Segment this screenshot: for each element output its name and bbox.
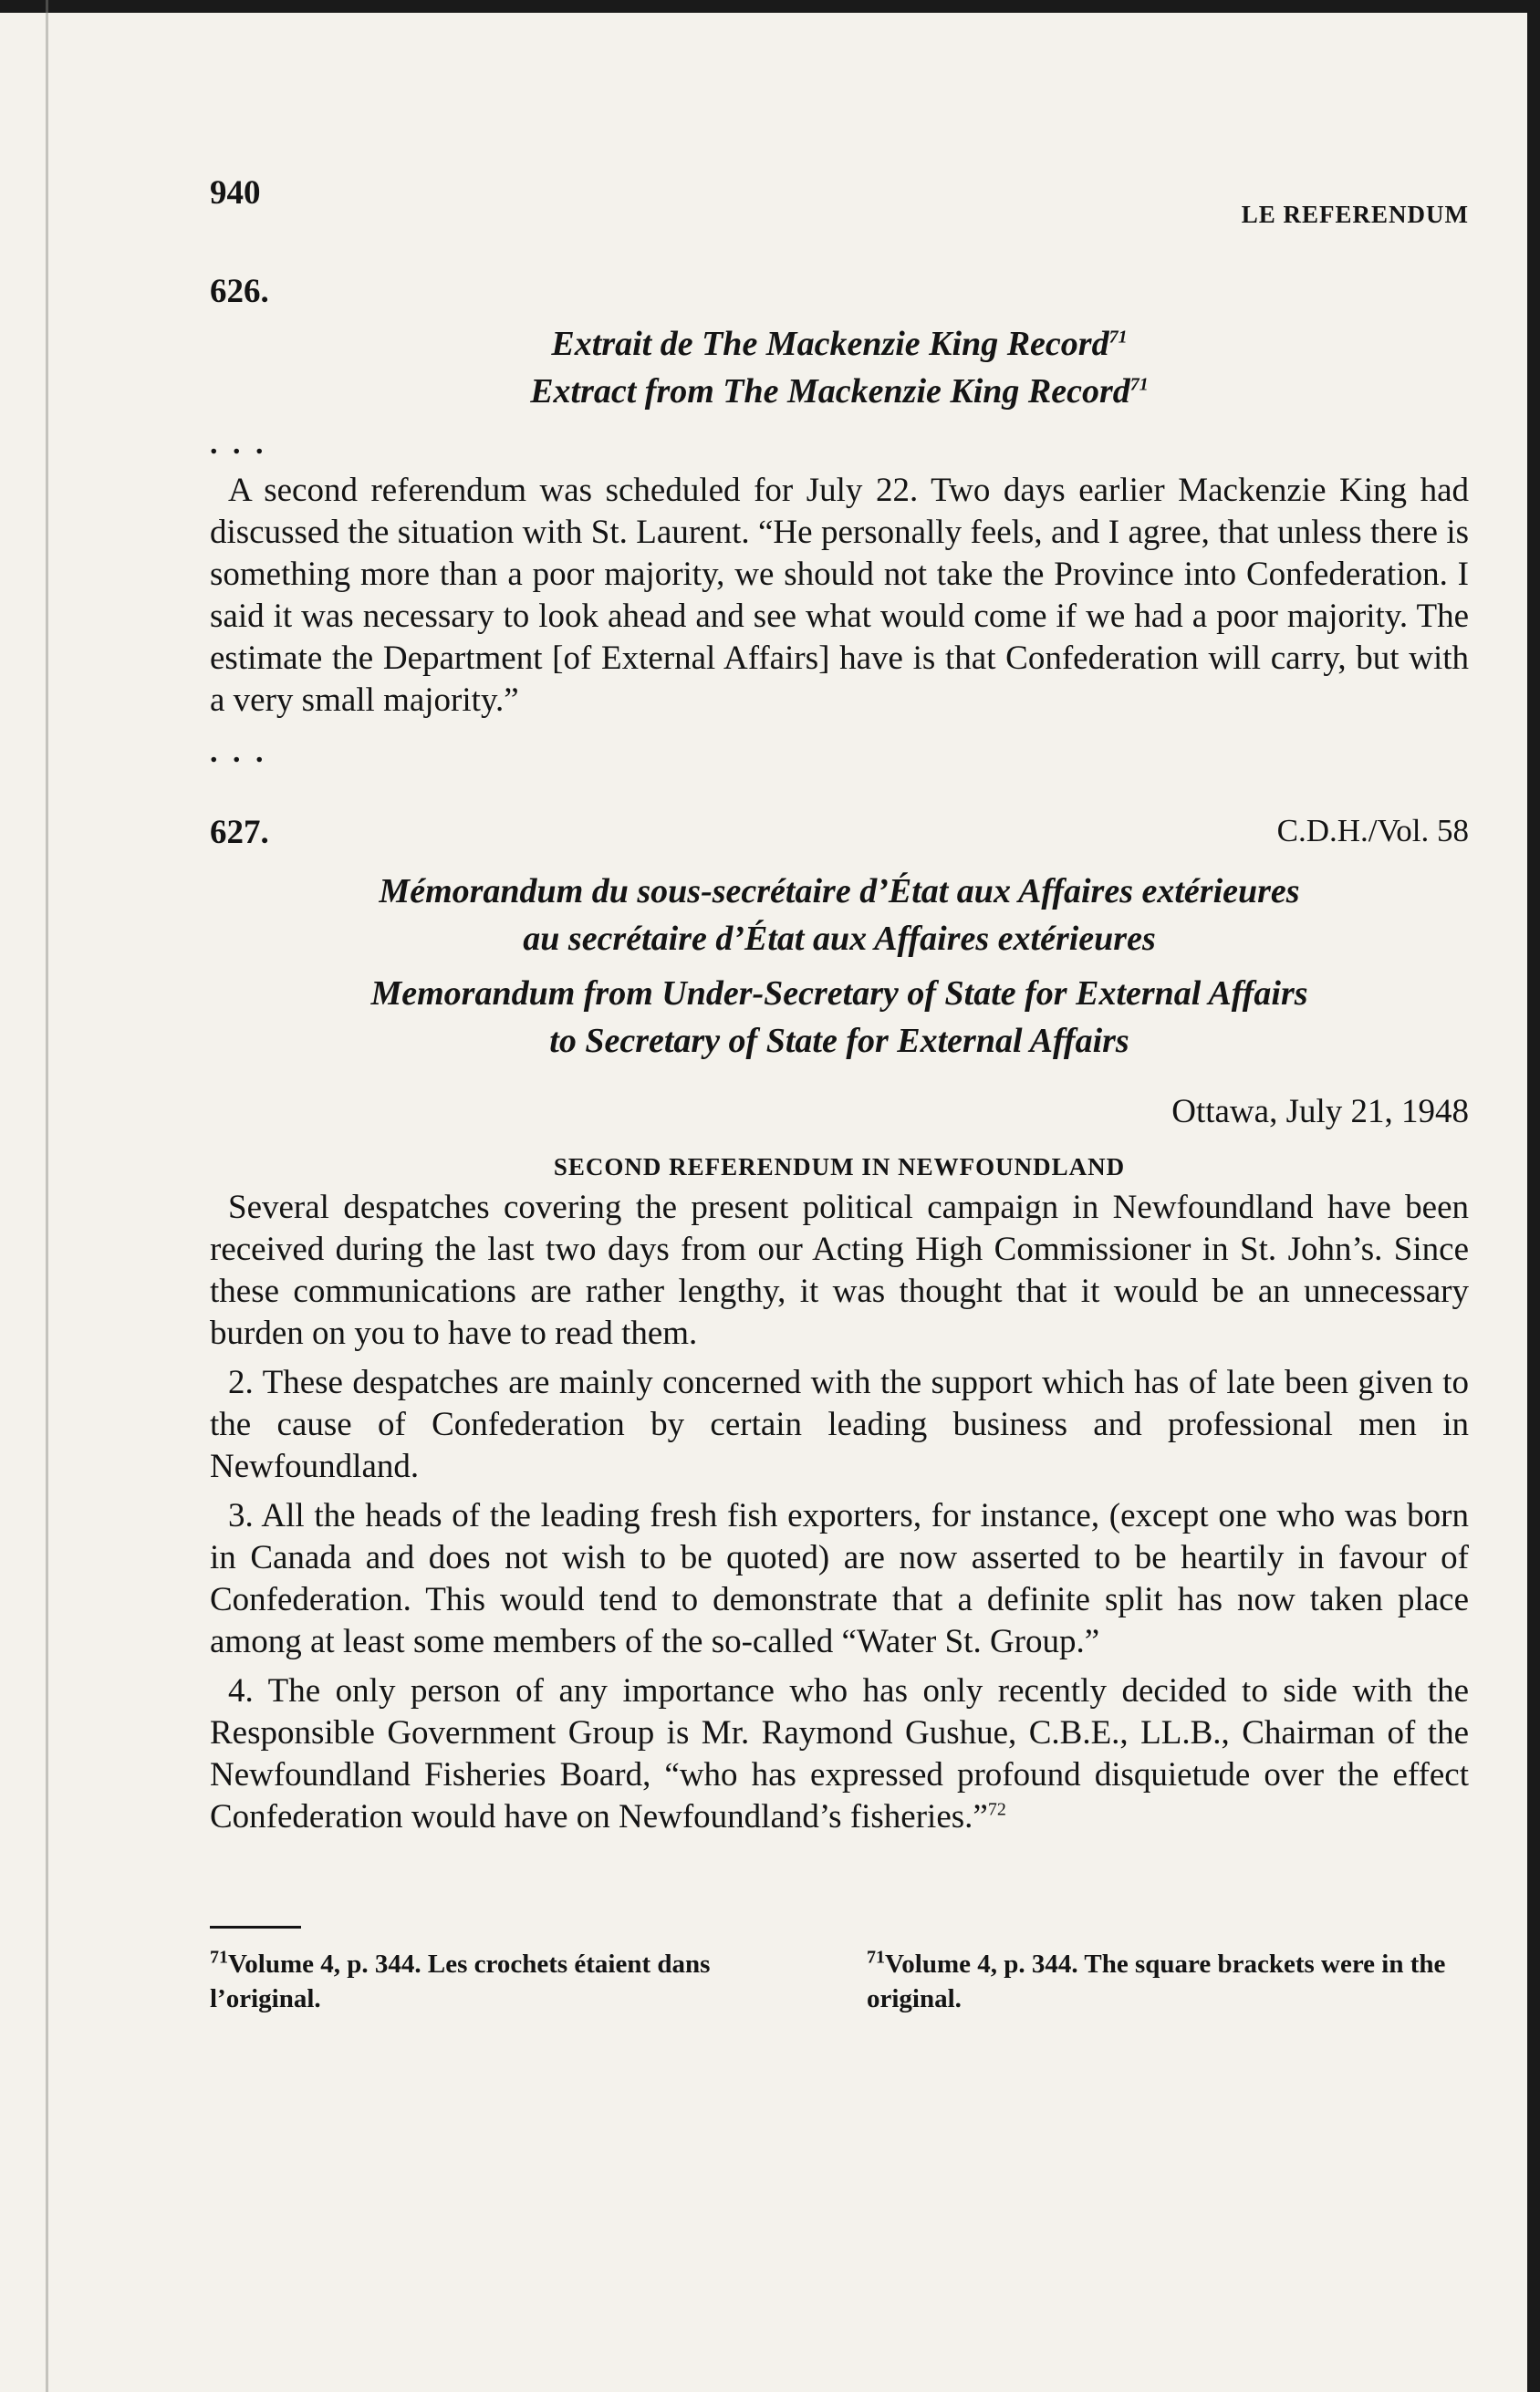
document-number: 626.: [210, 273, 269, 310]
scan-right-border: [1527, 0, 1540, 2392]
document-number: 627.: [210, 814, 269, 851]
paragraph: 4. The only person of any importance who has only recently decided to side with the Responsible Government Group is Mr. Raymond Gushue, C.B.E., LL.B., Chairman of the Newfoundland Fisheries Board, “who has expressed profound disquietude over the effect Confederation would have on Newfoundland’s fisheries.”$^{72}$: [210, 1672, 1469, 1836]
footnote-english: $^{71}$Volume 4, p. 344. The square brackets were in the original.: [867, 1947, 1446, 2013]
title-english-line: Memorandum from Under-Secretary of State for External Affairs: [370, 974, 1308, 1013]
document-627: [210, 813, 1469, 1838]
paragraph: 2. These despatches are mainly concerned with the support which has of late been given to the cause of Confederation by certain leading business and professional men in Newfoundland.: [210, 1364, 1469, 1485]
paragraph: Several despatches covering the present political campaign in Newfoundland have been received during the last two days from our Acting High Commissioner in St. John’s. Since these communications are rather lengthy, it was thought that it would be an unnecessary burden on you to have to read them.: [210, 1189, 1469, 1352]
footnote-ref: 71: [1129, 374, 1149, 395]
title-english: Extract from The Mackenzie King Record$^{71}$: [530, 372, 1149, 411]
page-number: 940: [210, 174, 261, 212]
dateline: Ottawa, July 21, 1948: [1171, 1093, 1469, 1130]
paragraph: A second referendum was scheduled for July 22. Two days earlier Mackenzie King had discussed the situation with St. Laurent. “He personally feels, and I agree, that unless there is something more than a poor majority, we should not take the Province into Confederation. I said it was necessary to look ahead and see what would come if we had a poor majority. The estimate the Department [of External Affairs] have is that Confederation will carry, but with a very small majority.”: [210, 472, 1469, 719]
scan-binding-edge: [46, 0, 48, 2392]
ellipsis: . . .: [210, 735, 267, 769]
title-french-line: Mémorandum du sous-secrétaire d’État aux Affaires extérieures: [379, 872, 1300, 910]
footnote-french: $^{71}$Volume 4, p. 344. Les crochets étaient dans l’original.: [210, 1947, 711, 2013]
document-heading: [210, 813, 1469, 868]
document-title: [210, 320, 1469, 415]
title-french-line: au secrétaire d’État aux Affaires extérieures: [523, 920, 1156, 958]
subject-heading: SECOND REFERENDUM IN NEWFOUNDLAND: [553, 1153, 1126, 1180]
scan-top-border: [0, 0, 1540, 13]
document-body: [210, 470, 1469, 722]
footnote-ref: 71: [1108, 327, 1128, 348]
document-page: [210, 173, 1469, 2016]
page-header: [210, 173, 1469, 228]
paragraph: 3. All the heads of the leading fresh fish exporters, for instance, (except one who was born in Canada and does not wish to be quoted) are now asserted to be heartily in favour of Confederation. This would tend to demonstrate that a definite split has now taken place among at least some members of the so-called “Water St. Group.”: [210, 1497, 1469, 1660]
running-title: LE REFERENDUM: [1241, 201, 1469, 228]
archive-reference: C.D.H./Vol. 58: [1276, 813, 1469, 848]
footnote-rule: [210, 1926, 301, 1929]
footnote-ref: 72: [987, 1799, 1006, 1820]
ellipsis: . . .: [210, 427, 267, 461]
document-626: [210, 272, 1469, 771]
footnotes: [210, 1947, 1469, 2016]
title-english-line: to Secretary of State for External Affairs: [549, 1022, 1129, 1060]
document-title: [210, 868, 1469, 1065]
document-body: [210, 1187, 1469, 1838]
title-french: Extrait de The Mackenzie King Record$^{71}$: [551, 325, 1128, 363]
